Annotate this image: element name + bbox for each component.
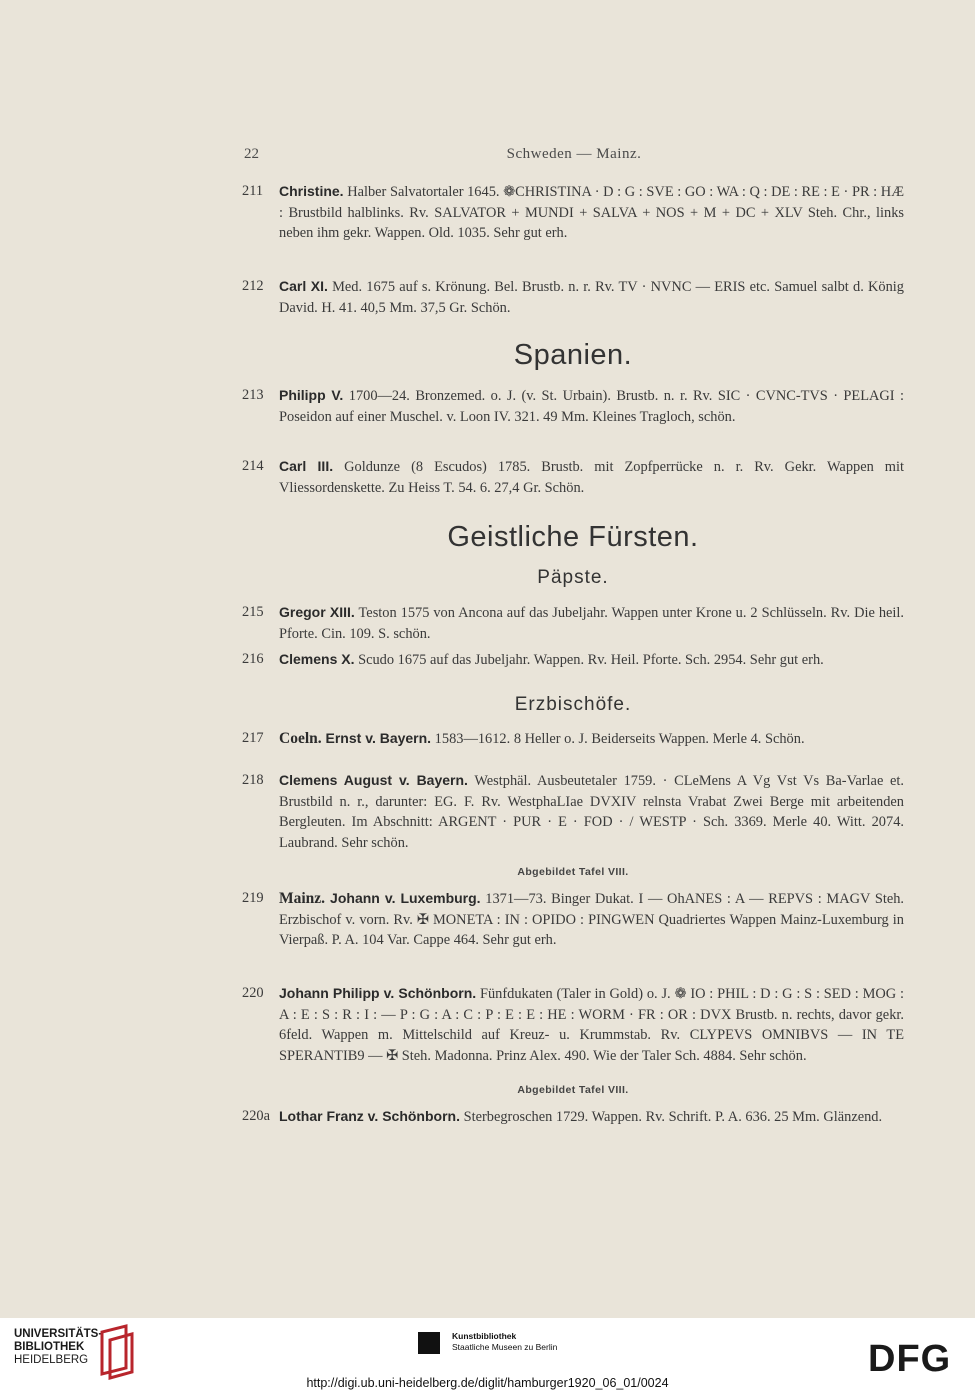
page-number: 22 (244, 146, 259, 162)
entry-number: 220 (242, 985, 264, 1001)
uni-line: HEIDELBERG (14, 1354, 89, 1366)
dfg-logo: DFG (868, 1338, 952, 1380)
entry-subname: Ernst v. Bayern. (321, 730, 432, 746)
entry-name: Carl III. (279, 458, 334, 474)
university-logo-icon (96, 1324, 136, 1380)
plate-reference: Abgebildet Tafel VIII. (517, 1084, 629, 1096)
entry-211 (242, 181, 904, 244)
entry-name: Lothar Franz v. Schönborn. (279, 1108, 460, 1124)
subsection-heading-erzbischoefe: Erzbischöfe. (514, 694, 632, 715)
plate-reference: Abgebildet Tafel VIII. (517, 866, 629, 878)
entry-number: 216 (242, 651, 264, 667)
entry-number: 218 (242, 772, 264, 788)
entry-212 (242, 276, 904, 318)
kb-line: Kunstbibliothek (452, 1331, 517, 1341)
entry-text: Sterbegroschen 1729. Wappen. Rv. Schrift. P. A. 636. 25 Mm. Glänzend. (459, 1109, 883, 1125)
entry-number: 220a (242, 1108, 270, 1124)
entry-text: Scudo 1675 auf das Jubeljahr. Wappen. Rv. Heil. Pforte. Sch. 2954. Sehr gut erh. (354, 652, 824, 668)
section-heading-spanien: Spanien. (513, 339, 633, 371)
entry-number: 213 (242, 387, 264, 403)
entry-number: 215 (242, 604, 264, 620)
footer-bar (0, 1318, 975, 1395)
entry-name: Mainz. (279, 890, 326, 907)
entry-name: Christine. (279, 183, 344, 199)
entry-214 (242, 456, 904, 498)
kunstbibliothek-logo-icon (418, 1332, 440, 1354)
entry-text: Teston 1575 von Ancona auf das Jubeljahr. Wappen unter Krone u. 2 Schlüsseln. Rv. Die heil. Pforte. Cin. 109. S. schön. (279, 605, 904, 642)
entry-text: 1583—1612. 8 Heller o. J. Beiderseits Wappen. Merle 4. Schön. (431, 731, 805, 747)
uni-line: UNIVERSITÄTS- (14, 1328, 103, 1340)
permalink-url[interactable]: http://digi.ub.uni-heidelberg.de/diglit/hamburger1920_06_01/0024 (306, 1376, 669, 1390)
entry-213 (242, 385, 904, 427)
entry-218 (242, 770, 904, 853)
entry-text: Med. 1675 auf s. Krönung. Bel. Brustb. n. r. Rv. TV · NVNC — ERIS etc. Samuel salbt d. König David. H. 41. 40,5 Mm. 37,5 Gr. Schön. (279, 279, 904, 316)
entry-number: 214 (242, 458, 264, 474)
entry-number: 212 (242, 278, 264, 294)
entry-name: Johann Philipp v. Schönborn. (279, 985, 477, 1001)
entry-220a (242, 1106, 904, 1128)
entry-name: Philipp V. (279, 387, 344, 403)
page-title: Schweden — Mainz. (506, 146, 642, 162)
entry-name: Coeln. (279, 730, 322, 747)
section-heading-geistliche-fuersten: Geistliche Fürsten. (447, 521, 699, 553)
entry-name: Gregor XIII. (279, 604, 355, 620)
running-head (244, 146, 904, 166)
entry-subname: Johann v. Luxemburg. (325, 890, 481, 906)
entry-text: Goldunze (8 Escudos) 1785. Brustb. mit Zopfperrücke n. r. Rv. Gekr. Wappen mit Vliessordenskette. Zu Heiss T. 54. 6. 27,4 Gr. Schön. (279, 459, 904, 496)
kunstbibliothek-label (452, 1331, 557, 1353)
entry-220 (242, 983, 904, 1066)
entry-name: Clemens X. (279, 651, 355, 667)
entry-name: Clemens August v. Bayern. (279, 772, 468, 788)
entry-text: Fünfdukaten (Taler in Gold) o. J. ❁ IO : PHIL : D : G : S : SED : MOG : A : E : S : R : I : — P : G : A : C : P : E : E : HE : WORM · FR : OR : DVX Brustb. n. rechts, davor gekr. 6feld. Wappen m. Mittelschild auf Kreuz- u. Krummstab. Rv. CLYPEVS OMNIBVS — IN TE SPERANTIB9 — ✠ Steh. Madonna. Prinz Alex. 490. Wie der Taler Sch. 4884. Sehr schön. (279, 986, 904, 1064)
entry-name: Carl XI. (279, 278, 328, 294)
entry-number: 219 (242, 890, 264, 906)
entry-text: Halber Salvatortaler 1645. ❁CHRISTINA · D : G : SVE : GO : WA : Q : DE : RE : E · PR : HÆ : Brustbild halblinks. Rv. SALVATOR + MUNDI + SALVA + NOS + M + DC + XLV Steh. Chr., links neben ihm gekr. Wappen. Old. 1035. Sehr gut erh. (279, 184, 904, 241)
entry-text: 1371—73. Binger Dukat. I — OhANES : A — REPVS : MAGV Steh. Erzbischof v. vorn. Rv. ✠ MONETA : IN : OPIDO : PINGWEN Quadriertes Wappen Mainz-Luxemburg in Vierpaß. P. A. 104 Var. Cappe 464. Sehr gut erh. (279, 891, 904, 948)
entry-219 (242, 888, 904, 951)
entry-216 (242, 649, 904, 671)
entry-text: Westphäl. Ausbeutetaler 1759. · CLeMens A Vg Vst Vs Ba-Varlae et. Brustbild n. r., darunter: EG. F. Rv. WestphaLIae DVXIV relnsta Vrabat Zwei Berge mit arbeitenden Bergleuten. Im Abschnitt: ARGENT · PUR · E · FOD · / WESTP · Sch. 3369. Merle 40. Witt. 2074. Laubrand. Sehr schön. (279, 773, 904, 851)
subsection-heading-paepste: Päpste. (537, 567, 609, 588)
uni-line: BIBLIOTHEK (14, 1341, 85, 1353)
entry-217 (242, 728, 904, 750)
entry-text: 1700—24. Bronzemed. o. J. (v. St. Urbain). Brustb. n. r. Rv. SIC · CVNC-TVS · PELAGI : Poseidon auf einer Muschel. v. Loon IV. 321. 49 Mm. Kleines Tragloch, schön. (279, 388, 905, 425)
kb-line: Staatliche Museen zu Berlin (452, 1342, 558, 1352)
entry-215 (242, 602, 904, 644)
entry-number: 211 (242, 183, 264, 199)
university-library-name (14, 1328, 102, 1367)
entry-number: 217 (242, 730, 264, 746)
